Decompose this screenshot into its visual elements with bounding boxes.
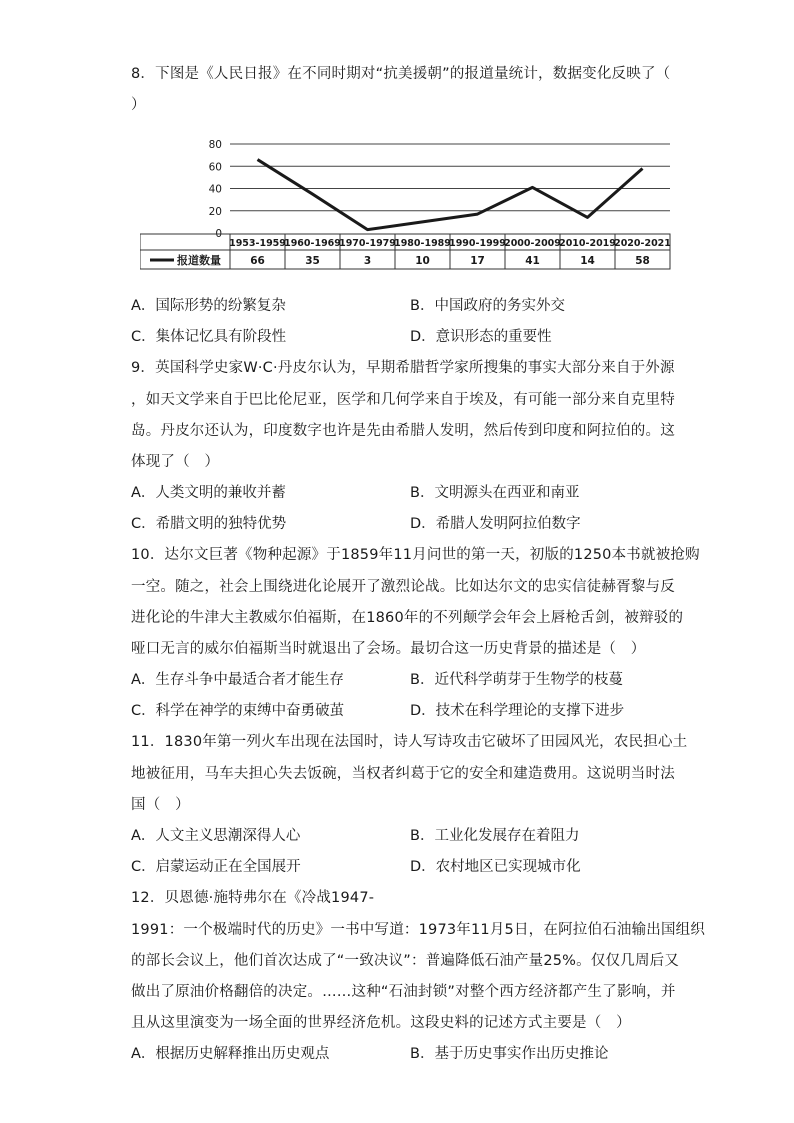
question-9-option-b[interactable]: B．文明源头在西亚和南亚 [410,485,580,501]
x-category-label: 1953-1959 [229,238,286,249]
question-8-option-b[interactable]: B．中国政府的务实外交 [410,298,565,314]
y-tick-label: 0 [215,228,222,240]
question-8-option-d[interactable]: D．意识形态的重要性 [410,329,552,345]
report-count-chart [140,132,680,277]
legend-label: 报道数量 [177,254,221,267]
question-10-option-b[interactable]: B．近代科学萌芽于生物学的枝蔓 [410,672,623,688]
y-tick-label: 80 [208,139,222,151]
x-category-label: 2020-2021 [614,238,671,249]
question-8-line-2: ） [131,97,146,113]
x-category-label: 1970-1979 [339,238,396,249]
data-value-label: 3 [363,255,372,267]
question-12-line-4: 做出了原油价格翻倍的决定。……这种“石油封锁”对整个西方经济都产生了影响，并 [131,984,676,1000]
question-10-line-3: 进化论的牛津大主教威尔伯福斯，在1860年的不列颠学会年会上唇枪舌剑，被辩驳的 [131,610,684,626]
question-9-line-3: 岛。丹皮尔还认为，印度数字也许是先由希腊人发明，然后传到印度和阿拉伯的。这 [131,423,675,439]
data-value-label: 35 [305,255,320,267]
question-10-option-d[interactable]: D．技术在科学理论的支撑下进步 [410,703,625,719]
question-9-line-2: ，如天文学来自于巴比伦尼亚，医学和几何学来自于埃及，有可能一部分来自克里特 [131,392,675,408]
question-12-line-3: 的部长会议上，他们首次达成了“一致决议”：普遍降低石油产量25%。仅仅几周后又 [131,953,680,969]
question-8-option-a[interactable]: A．国际形势的纷繁复杂 [131,298,286,314]
question-10-line-2: 一空。随之，社会上围绕进化论展开了激烈论战。比如达尔文的忠实信徒赫胥黎与反 [131,579,675,595]
question-12-option-a[interactable]: A．根据历史解释推出历史观点 [131,1046,330,1062]
question-11-option-d[interactable]: D．农村地区已实现城市化 [410,859,581,875]
x-category-label: 2010-2019 [559,238,616,249]
series-line [258,160,643,230]
question-12-line-1: 12．贝恩德·施特弗尔在《冷战1947- [131,890,375,906]
y-tick-label: 60 [208,161,222,174]
question-11-option-b[interactable]: B．工业化发展存在着阻力 [410,828,580,844]
data-value-label: 10 [415,255,430,267]
question-11-line-1: 11．1830年第一列火车出现在法国时，诗人写诗攻击它破坏了田园风光，农民担心土 [131,734,688,750]
question-9-option-c[interactable]: C．希腊文明的独特优势 [131,516,287,532]
question-10-line-1: 10．达尔文巨著《物种起源》于1859年11月问世的第一天，初版的1250本书就被抢购 [131,547,700,563]
question-10-option-c[interactable]: C．科学在神学的束缚中奋勇破茧 [131,703,345,719]
question-9-option-a[interactable]: A．人类文明的兼收并蓄 [131,485,286,501]
data-value-label: 66 [250,255,265,267]
question-12-line-5: 且从这里演变为一场全面的世界经济危机。这段史料的记述方式主要是（ ） [131,1015,631,1031]
x-category-label: 2000-2009 [504,238,561,249]
question-11-line-3: 国（ ） [131,797,190,813]
data-value-label: 58 [635,255,650,267]
question-10-option-a[interactable]: A．生存斗争中最适合者才能生存 [131,672,344,688]
question-8-option-c[interactable]: C．集体记忆具有阶段性 [131,329,287,345]
question-8-line-1: 8．下图是《人民日报》在不同时期对“抗美援朝”的报道量统计，数据变化反映了（ [131,66,671,82]
question-11-line-2: 地被征用，马车夫担心失去饭碗，当权者纠葛于它的安全和建造费用。这说明当时法 [131,766,675,782]
data-value-label: 14 [580,255,595,267]
y-tick-label: 20 [208,205,222,218]
question-10-line-4: 哑口无言的威尔伯福斯当时就退出了会场。最切合这一历史背景的描述是（ ） [131,641,646,657]
data-value-label: 41 [525,255,540,267]
data-value-label: 17 [470,255,485,267]
question-9-line-1: 9．英国科学史家W·C·丹皮尔认为，早期希腊哲学家所搜集的事实大部分来自于外源 [131,360,675,376]
question-11-option-a[interactable]: A．人文主义思潮深得人心 [131,828,301,844]
question-12-option-b[interactable]: B．基于历史事实作出历史推论 [410,1046,609,1062]
y-tick-label: 40 [208,183,222,196]
question-12-line-2: 1991：一个极端时代的历史》一书中写道：1973年11月5日，在阿拉伯石油输出国组织 [131,922,706,938]
x-category-label: 1980-1989 [394,238,451,249]
question-9-line-4: 体现了（ ） [131,454,220,470]
question-11-option-c[interactable]: C．启蒙运动正在全国展开 [131,859,301,875]
x-category-label: 1990-1999 [449,238,506,249]
question-9-option-d[interactable]: D．希腊人发明阿拉伯数字 [410,516,581,532]
x-category-label: 1960-1969 [284,238,341,249]
